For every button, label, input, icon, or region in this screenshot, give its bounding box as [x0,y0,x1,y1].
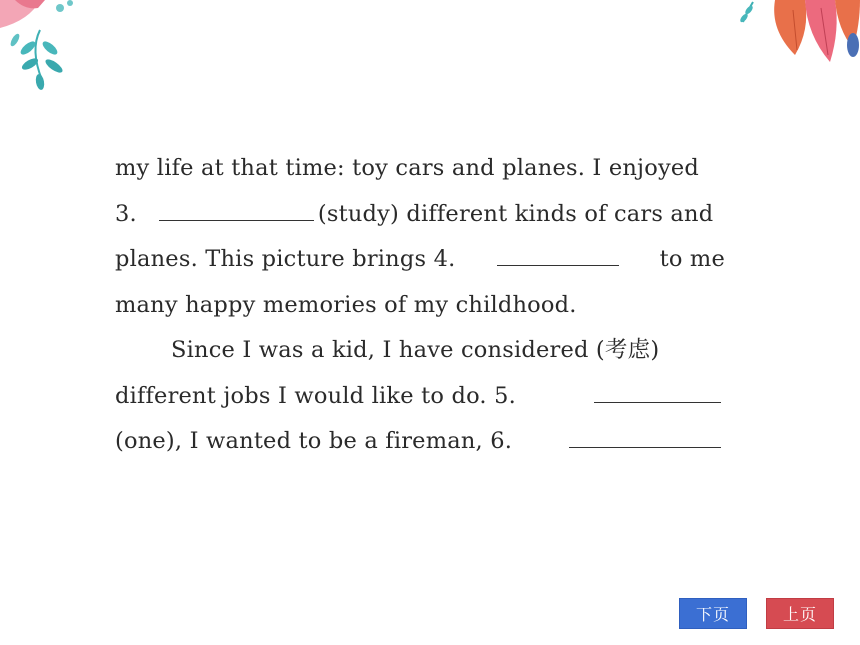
passage-text: to me [659,246,725,272]
passage-line [115,146,725,192]
next-page-button[interactable]: 下页 [679,598,747,629]
answer-blank-4[interactable] [497,245,619,266]
passage-text: planes. This picture brings 4. [115,246,456,272]
passage-text: many happy memories of my childhood. [115,291,577,318]
answer-blank-5[interactable] [594,382,721,403]
reading-passage [115,146,725,465]
passage-text: (one), I wanted to be a fireman, 6. [115,428,513,454]
passage-line [115,192,725,238]
floral-decoration-top-left [0,0,95,100]
previous-page-button[interactable]: 上页 [766,598,834,629]
passage-line [115,237,725,283]
question-number-3: 3. [115,200,137,227]
passage-text: different jobs I would like to do. 5. [115,382,516,409]
passage-line [115,283,725,329]
passage-line [115,374,725,420]
passage-text: Since I was a kid, I have considered (考虑) [171,337,660,363]
passage-line [115,419,725,465]
floral-decoration-top-right [735,0,860,75]
passage-text: my life at that time: toy cars and planes. I enjoyed [115,155,700,181]
answer-blank-6[interactable] [569,427,721,448]
answer-blank-3[interactable] [159,200,314,221]
passage-line [115,328,725,374]
passage-text: (study) different kinds of cars and [317,200,714,227]
